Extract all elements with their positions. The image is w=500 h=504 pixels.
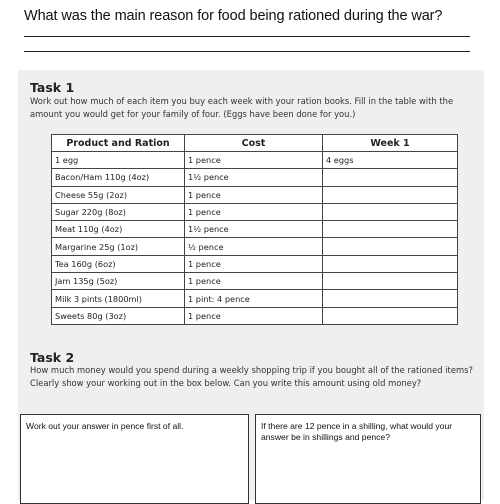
cost-cell: 1 pence — [185, 152, 323, 169]
table-row — [52, 255, 458, 272]
question-heading: What was the main reason for food being rationed during the war? — [24, 8, 443, 24]
cost-cell: 1 pence — [185, 307, 323, 324]
week1-cell[interactable]: 4 eggs — [323, 152, 458, 169]
product-cell: Milk 3 pints (1800ml) — [52, 290, 185, 307]
cost-cell: 1 pint: 4 pence — [185, 290, 323, 307]
task1-description: Work out how much of each item you buy each week with your ration books. Fill in the table with the amount you would get for your family of four. (Eggs have been done for you.) — [30, 96, 454, 119]
week1-cell[interactable] — [323, 255, 458, 272]
ration-table — [51, 134, 458, 325]
table-row — [52, 238, 458, 255]
task1-title: Task 1 — [30, 80, 75, 95]
table-header-row — [52, 135, 458, 152]
cost-cell: 1 pence — [185, 203, 323, 220]
product-cell: Sweets 80g (3oz) — [52, 307, 185, 324]
week1-cell[interactable] — [323, 238, 458, 255]
product-cell: Cheese 55g (2oz) — [52, 186, 185, 203]
answer-line-2[interactable] — [24, 51, 470, 52]
header-week1: Week 1 — [323, 135, 458, 152]
product-cell: Margarine 25g (1oz) — [52, 238, 185, 255]
cost-cell: 1 pence — [185, 255, 323, 272]
week1-cell[interactable] — [323, 221, 458, 238]
product-cell: Sugar 220g (8oz) — [52, 203, 185, 220]
working-box-shillings[interactable]: If there are 12 pence in a shilling, what would your answer be in shillings and pence? — [255, 414, 481, 504]
table-row — [52, 152, 458, 169]
table-row — [52, 273, 458, 290]
cost-cell: 1 pence — [185, 273, 323, 290]
table-row — [52, 290, 458, 307]
table-row — [52, 221, 458, 238]
week1-cell[interactable] — [323, 307, 458, 324]
week1-cell[interactable] — [323, 186, 458, 203]
week1-cell[interactable] — [323, 169, 458, 186]
product-cell: 1 egg — [52, 152, 185, 169]
product-cell: Tea 160g (6oz) — [52, 255, 185, 272]
header-product: Product and Ration — [52, 135, 185, 152]
table-row — [52, 186, 458, 203]
table-row — [52, 203, 458, 220]
product-cell: Jam 135g (5oz) — [52, 273, 185, 290]
cost-cell: ½ pence — [185, 238, 323, 255]
table-row — [52, 169, 458, 186]
cost-cell: 1½ pence — [185, 169, 323, 186]
header-cost: Cost — [185, 135, 323, 152]
working-box-pence[interactable]: Work out your answer in pence first of all. — [20, 414, 249, 504]
task2-title: Task 2 — [30, 350, 75, 365]
week1-cell[interactable] — [323, 290, 458, 307]
product-cell: Meat 110g (4oz) — [52, 221, 185, 238]
week1-cell[interactable] — [323, 273, 458, 290]
answer-line-1[interactable] — [24, 36, 470, 37]
task2-description: How much money would you spend during a weekly shopping trip if you bought all of the rationed items? Clearly show your working out in the box below. Can you write this amount using old money? — [30, 365, 473, 388]
cost-cell: 1½ pence — [185, 221, 323, 238]
product-cell: Bacon/Ham 110g (4oz) — [52, 169, 185, 186]
week1-cell[interactable] — [323, 203, 458, 220]
table-row — [52, 307, 458, 324]
cost-cell: 1 pence — [185, 186, 323, 203]
